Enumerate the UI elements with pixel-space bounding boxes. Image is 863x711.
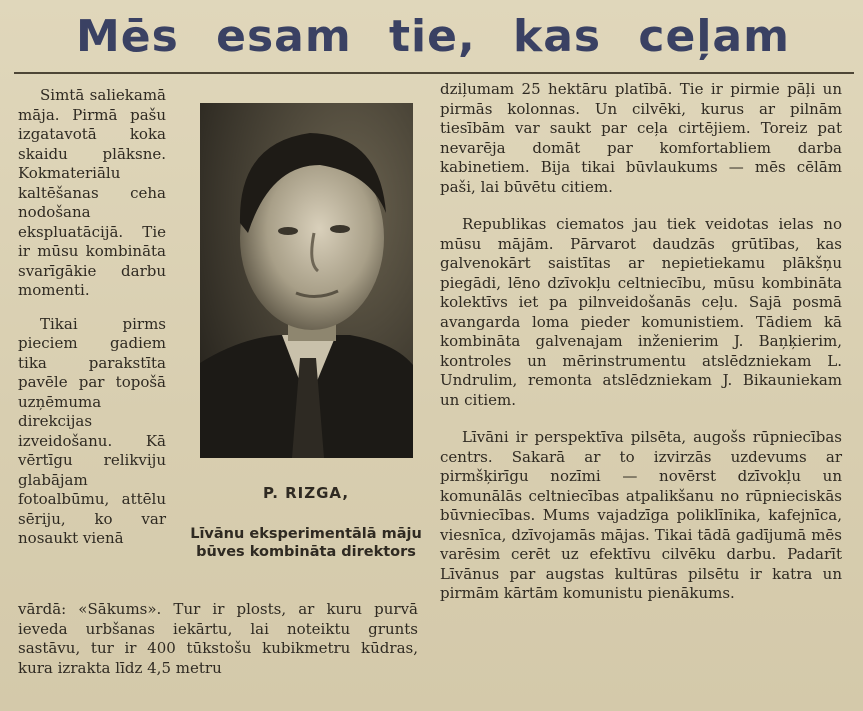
portrait-image <box>200 103 413 458</box>
article-continuation <box>18 600 418 678</box>
paragraph: Līvāni ir perspektīva pilsēta, augošs rūpniecības centrs. Sakarā ar to izvirzās uzdevums ar pirmšķirīgu nozīmi — novērst dzīvokļu un komunālās celtniecības atpalikšanu no rūpnieciskās būvniecības. Mums vajadzīga poliklīnika, kafejnīca, viesnīca, dzīvojamās mājas. Tikai tādā gadījumā mēs varēsim cerēt uz efektīvu cilvēku darbu. Padarīt Līvānus par augstas kultūras pilsētu ir katra un pirmām kārtām komunistu pienākums. <box>440 428 842 602</box>
headline-word: ceļam <box>638 10 790 62</box>
paragraph: Republikas ciematos jau tiek veidotas ielas no mūsu mājām. Pārvarot daudzās grūtības, kas galvenokārt saistītas ar nepietiekamu plākšņu piegādi, lēno dzīvokļu celtniecību, mūsu kombināta kolektīvs iet pa pilnveidošanās ceļu. Sajā posmā avangarda loma pieder komunistiem. Tādiem kā kombināta galvenajam inženierim J. Baņķierim, kontroles un mērinstrumentu atslēdzniekam L. Undrulim, remonta atslēdzniekam J. Bikauniekam un citiem. <box>440 215 842 409</box>
headline-word: Mēs <box>76 10 179 62</box>
headline-rule <box>14 72 854 74</box>
paragraph: Simtā saliekamā māja. Pirmā pašu izgatavotā koka skaidu plāksne. Kokmateriālu kaltēšanas ceha nodošana ekspluatācijā. Tie ir mūsu kombināta svarīgākie darbu momenti. <box>18 86 166 299</box>
portrait-photo <box>200 103 413 458</box>
paragraph: vārdā: «Sākums». Tur ir plosts, ar kuru purvā ieveda urbšanas iekārtu, lai noteiktu grunts sastāvu, tur ir 400 tūkstošu kubikmetru kūdras, kura izrakta līdz 4,5 metru <box>18 600 418 677</box>
headline <box>18 4 848 68</box>
photo-caption-name: P. RIZGA, <box>262 484 350 502</box>
headline-word: tie, <box>389 10 476 62</box>
article-column-3 <box>440 80 842 622</box>
paragraph: dziļumam 25 hektāru platībā. Tie ir pirmie pāļi un pirmās kolonnas. Un cilvēki, kurus ar pilnām tiesībām var saukt par ceļa cirtējiem. Toreiz pat nevarēja domāt par komfortabliem darba kabinetiem. Bija tikai būvlaukums — mēs cēlām paši, lai būvētu citiem. <box>440 80 842 196</box>
paragraph: Tikai pirms pieciem gadiem tika parakstīta pavēle par topošā uzņēmuma direkcijas izveidošanu. Kā vērtīgu relikviju glabājam fotoalbūmu, attēlu sēriju, ko var nosaukt vienā <box>18 314 166 547</box>
photo-caption-title: Līvānu eksperimentālā māju būves kombināta direktors <box>190 526 422 560</box>
article-column-1 <box>18 86 166 563</box>
headline-word: esam <box>216 10 352 62</box>
headline-word: kas <box>512 10 602 62</box>
